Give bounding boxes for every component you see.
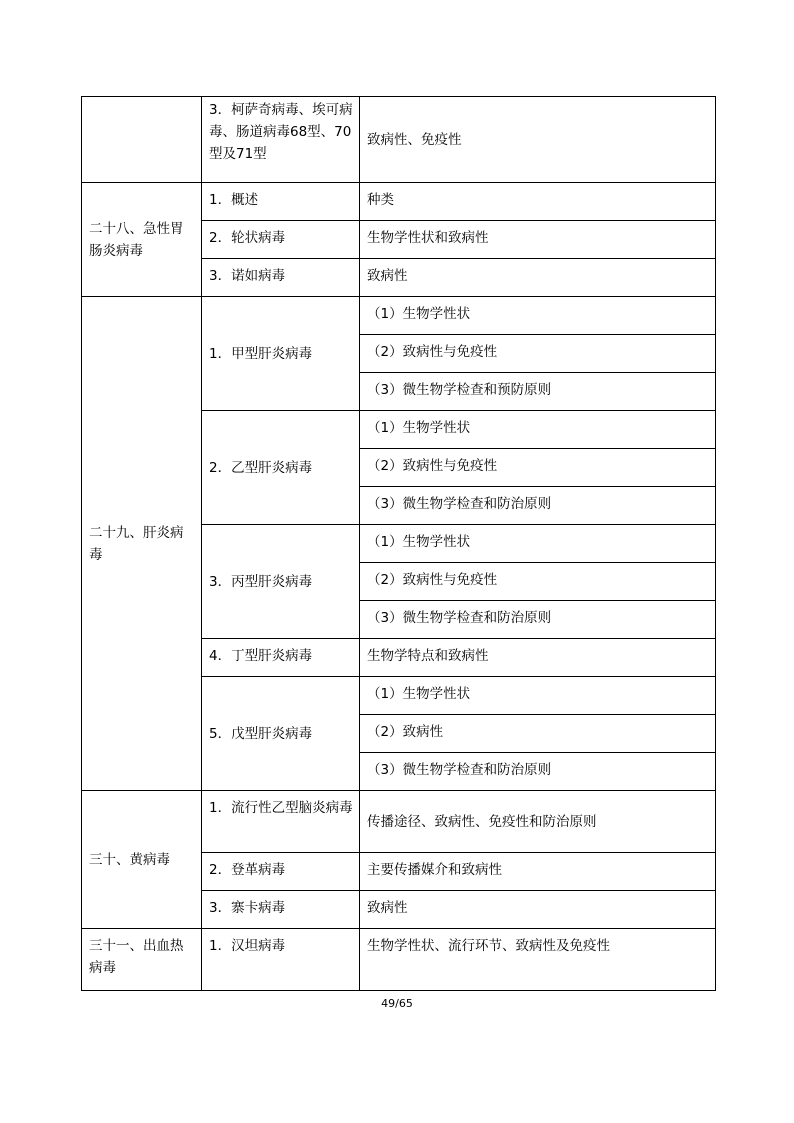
table-row xyxy=(82,929,716,991)
content-cell: 生物学特点和致病性 xyxy=(360,639,716,677)
subtopic-cell: 4．丁型肝炎病毒 xyxy=(202,639,360,677)
subtopic-cell: 2．乙型肝炎病毒 xyxy=(202,411,360,525)
content-cell: 致病性、免疫性 xyxy=(360,97,716,183)
subtopic-cell: 3．诺如病毒 xyxy=(202,259,360,297)
section-title-cell: 三十一、出血热病毒 xyxy=(82,929,202,991)
section-title-cell: 二十八、急性胃肠炎病毒 xyxy=(82,183,202,297)
table-row xyxy=(82,183,716,221)
content-cell: （1）生物学性状 xyxy=(360,411,716,449)
subtopic-cell: 3．柯萨奇病毒、埃可病毒、肠道病毒68型、70型及71型 xyxy=(202,97,360,183)
content-cell: （1）生物学性状 xyxy=(360,525,716,563)
content-cell: （2）致病性与免疫性 xyxy=(360,563,716,601)
section-title-cell: 三十、黄病毒 xyxy=(82,791,202,929)
table-row xyxy=(82,97,716,183)
content-cell: 致病性 xyxy=(360,259,716,297)
table-row xyxy=(82,297,716,335)
content-cell: （2）致病性与免疫性 xyxy=(360,335,716,373)
table-row xyxy=(82,791,716,853)
content-cell: （3）微生物学检查和预防原则 xyxy=(360,373,716,411)
subtopic-cell: 1．概述 xyxy=(202,183,360,221)
syllabus-table xyxy=(81,96,716,991)
content-cell: 传播途径、致病性、免疫性和防治原则 xyxy=(360,791,716,853)
subtopic-cell: 1．汉坦病毒 xyxy=(202,929,360,991)
subtopic-cell: 2．登革病毒 xyxy=(202,853,360,891)
content-cell: （1）生物学性状 xyxy=(360,297,716,335)
subtopic-cell: 3．丙型肝炎病毒 xyxy=(202,525,360,639)
content-cell: （3）微生物学检查和防治原则 xyxy=(360,487,716,525)
content-cell: （2）致病性与免疫性 xyxy=(360,449,716,487)
content-cell: 种类 xyxy=(360,183,716,221)
subtopic-cell: 5．戊型肝炎病毒 xyxy=(202,677,360,791)
page-number: 49/65 xyxy=(381,997,413,1010)
subtopic-cell: 3．寨卡病毒 xyxy=(202,891,360,929)
subtopic-cell: 1．甲型肝炎病毒 xyxy=(202,297,360,411)
content-cell: 生物学性状和致病性 xyxy=(360,221,716,259)
content-cell: （3）微生物学检查和防治原则 xyxy=(360,601,716,639)
content-cell: 致病性 xyxy=(360,891,716,929)
subtopic-cell: 2．轮状病毒 xyxy=(202,221,360,259)
content-cell: （2）致病性 xyxy=(360,715,716,753)
subtopic-cell: 1．流行性乙型脑炎病毒 xyxy=(202,791,360,853)
content-cell: （1）生物学性状 xyxy=(360,677,716,715)
content-cell: 生物学性状、流行环节、致病性及免疫性 xyxy=(360,929,716,991)
section-title-cell: 二十九、肝炎病毒 xyxy=(82,297,202,791)
section-cell-empty xyxy=(82,97,202,183)
content-cell: （3）微生物学检查和防治原则 xyxy=(360,753,716,791)
content-cell: 主要传播媒介和致病性 xyxy=(360,853,716,891)
